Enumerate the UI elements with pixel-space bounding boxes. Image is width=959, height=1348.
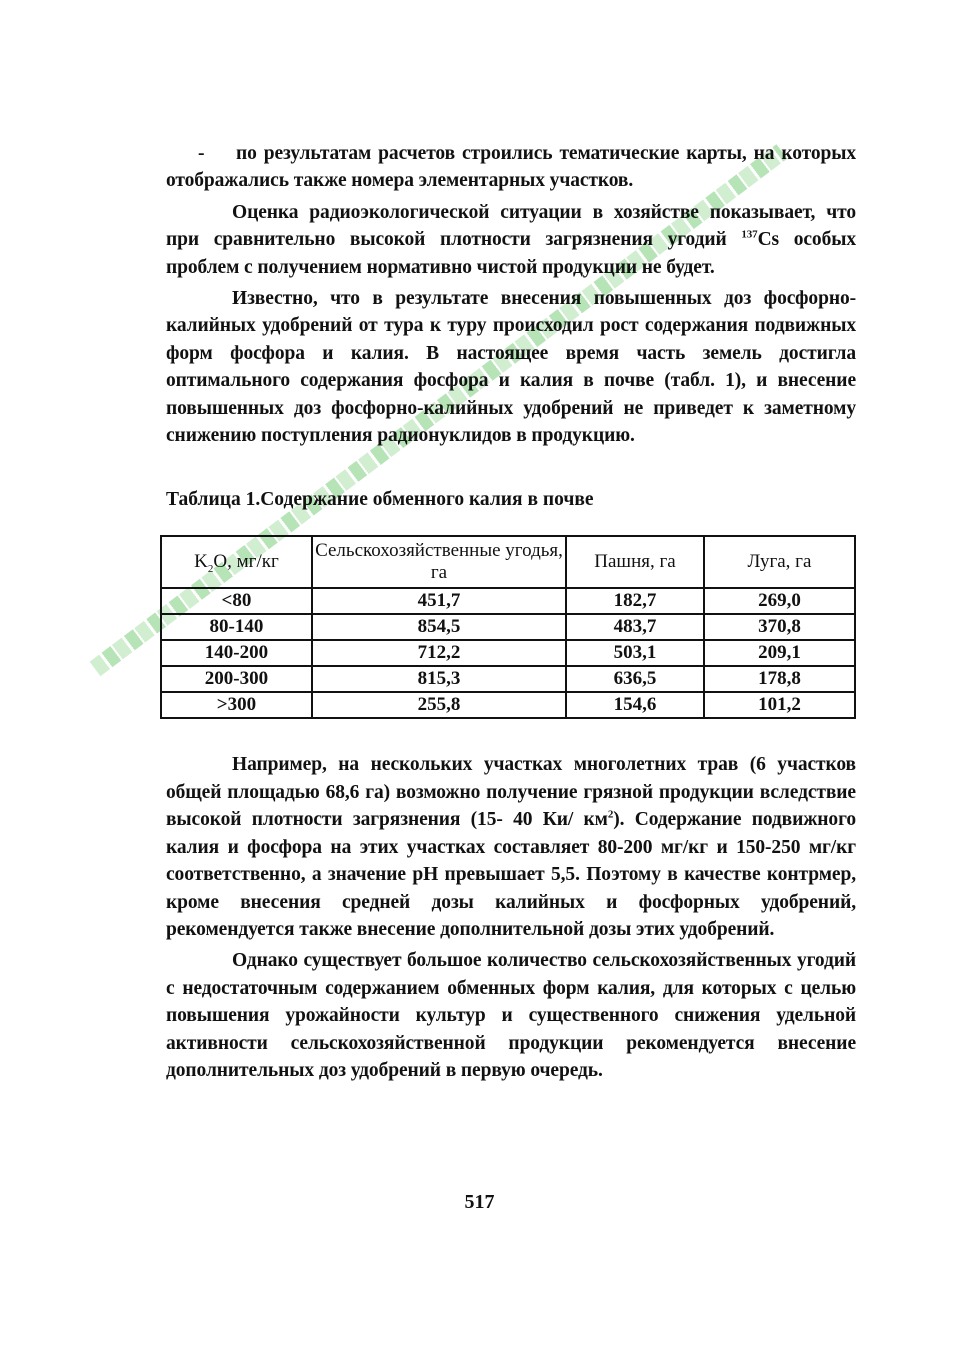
table-cell: 269,0 bbox=[704, 588, 855, 614]
paragraph-however bbox=[166, 947, 856, 1084]
paragraph-text: Например, на нескольких участках многолетних трав (6 участков общей площадью 68,6 га) возможно получение грязной продукции вследствие высокой плотности загрязнения (15- 40 Ки/ км bbox=[166, 754, 856, 831]
paragraph-text: Оценка радиоэкологической ситуации в хозяйстве показывает, что при сравнительно высокой плотности загрязнения угодий bbox=[166, 201, 856, 251]
paragraph-text: Однако существует большое количество сельскохозяйственных угодий с недостаточным содержанием обменных форм калия, для которых с целью повышения урожайности культур и существенного снижения удельной активности сельскохозяйственной продукции рекомендуется внесение дополнительных доз удобрений в первую очередь. bbox=[166, 950, 856, 1081]
paragraph-text: по результатам расчетов строились тематические карты, на которых отображались также номера элементарных участков. bbox=[166, 143, 856, 192]
table-row bbox=[161, 666, 855, 692]
table-cell: 182,7 bbox=[566, 588, 704, 614]
table-cell: 483,7 bbox=[566, 614, 704, 640]
table-cell: 209,1 bbox=[704, 640, 855, 666]
isotope-superscript: 137 bbox=[741, 228, 758, 241]
table-row bbox=[161, 692, 855, 718]
table-row bbox=[161, 614, 855, 640]
table-row bbox=[161, 640, 855, 666]
header-meadows: Луга, га bbox=[704, 536, 855, 588]
table-cell: 80-140 bbox=[161, 614, 312, 640]
table-cell: 854,5 bbox=[312, 614, 566, 640]
bullet-dash: - bbox=[198, 143, 205, 164]
paragraph-assessment bbox=[166, 199, 856, 281]
table-cell: <80 bbox=[161, 588, 312, 614]
table-cell: 503,1 bbox=[566, 640, 704, 666]
table-cell: 712,2 bbox=[312, 640, 566, 666]
paragraph-fertilizers bbox=[166, 285, 856, 449]
table-cell: 370,8 bbox=[704, 614, 855, 640]
table-cell: 154,6 bbox=[566, 692, 704, 718]
header-k2o: $K_2O$, мг/кг bbox=[161, 536, 312, 588]
page-body bbox=[166, 140, 856, 1084]
table-cell: 815,3 bbox=[312, 666, 566, 692]
unit-superscript: 2 bbox=[607, 808, 614, 821]
table-cell: >300 bbox=[161, 692, 312, 718]
paragraph-example bbox=[166, 751, 856, 943]
table-cell: 636,5 bbox=[566, 666, 704, 692]
table-header-row bbox=[161, 536, 855, 588]
table-caption: Таблица 1.Содержание обменного калия в почве bbox=[166, 489, 594, 511]
paragraph-text-cont: Cs особых проблем с получением нормативно чистой продукции не будет. bbox=[166, 229, 856, 278]
table-cell: 101,2 bbox=[704, 692, 855, 718]
paragraph-text: Известно, что в результате внесения повышенных доз фосфорно-калийных удобрений от тура к туру происходил рост содержания подвижных форм фосфора и калия. В настоящее время часть земель достигла оптимального содержания фосфора и калия в почве (табл. 1), и внесение повышенных доз фосфорно-калийных удобрений не приведет к заметному снижению поступления радионуклидов в продукцию. bbox=[166, 288, 856, 447]
header-arable: Пашня, га bbox=[566, 536, 704, 588]
table-cell: 140-200 bbox=[161, 640, 312, 666]
header-agricultural-land: Сельскохозяйственные угодья, га bbox=[312, 536, 566, 588]
table-cell: 451,7 bbox=[312, 588, 566, 614]
paragraph-bullet bbox=[166, 140, 856, 195]
table-cell: 200-300 bbox=[161, 666, 312, 692]
table-cell: 178,8 bbox=[704, 666, 855, 692]
potassium-table bbox=[160, 535, 856, 719]
page-number: 517 bbox=[464, 1191, 495, 1213]
table-row bbox=[161, 588, 855, 614]
table-cell: 255,8 bbox=[312, 692, 566, 718]
paragraph-text-cont: ). Содержание подвижного калия и фосфора на этих участках составляет 80-200 мг/кг и 150-250 мг/кг соответственно, а значение pH превышает 5,5. Поэтому в качестве контрмер, кроме внесения средней дозы калийных и фосфорных удобрений, рекомендуется также внесение дополнительной дозы этих удобрений. bbox=[166, 809, 856, 940]
